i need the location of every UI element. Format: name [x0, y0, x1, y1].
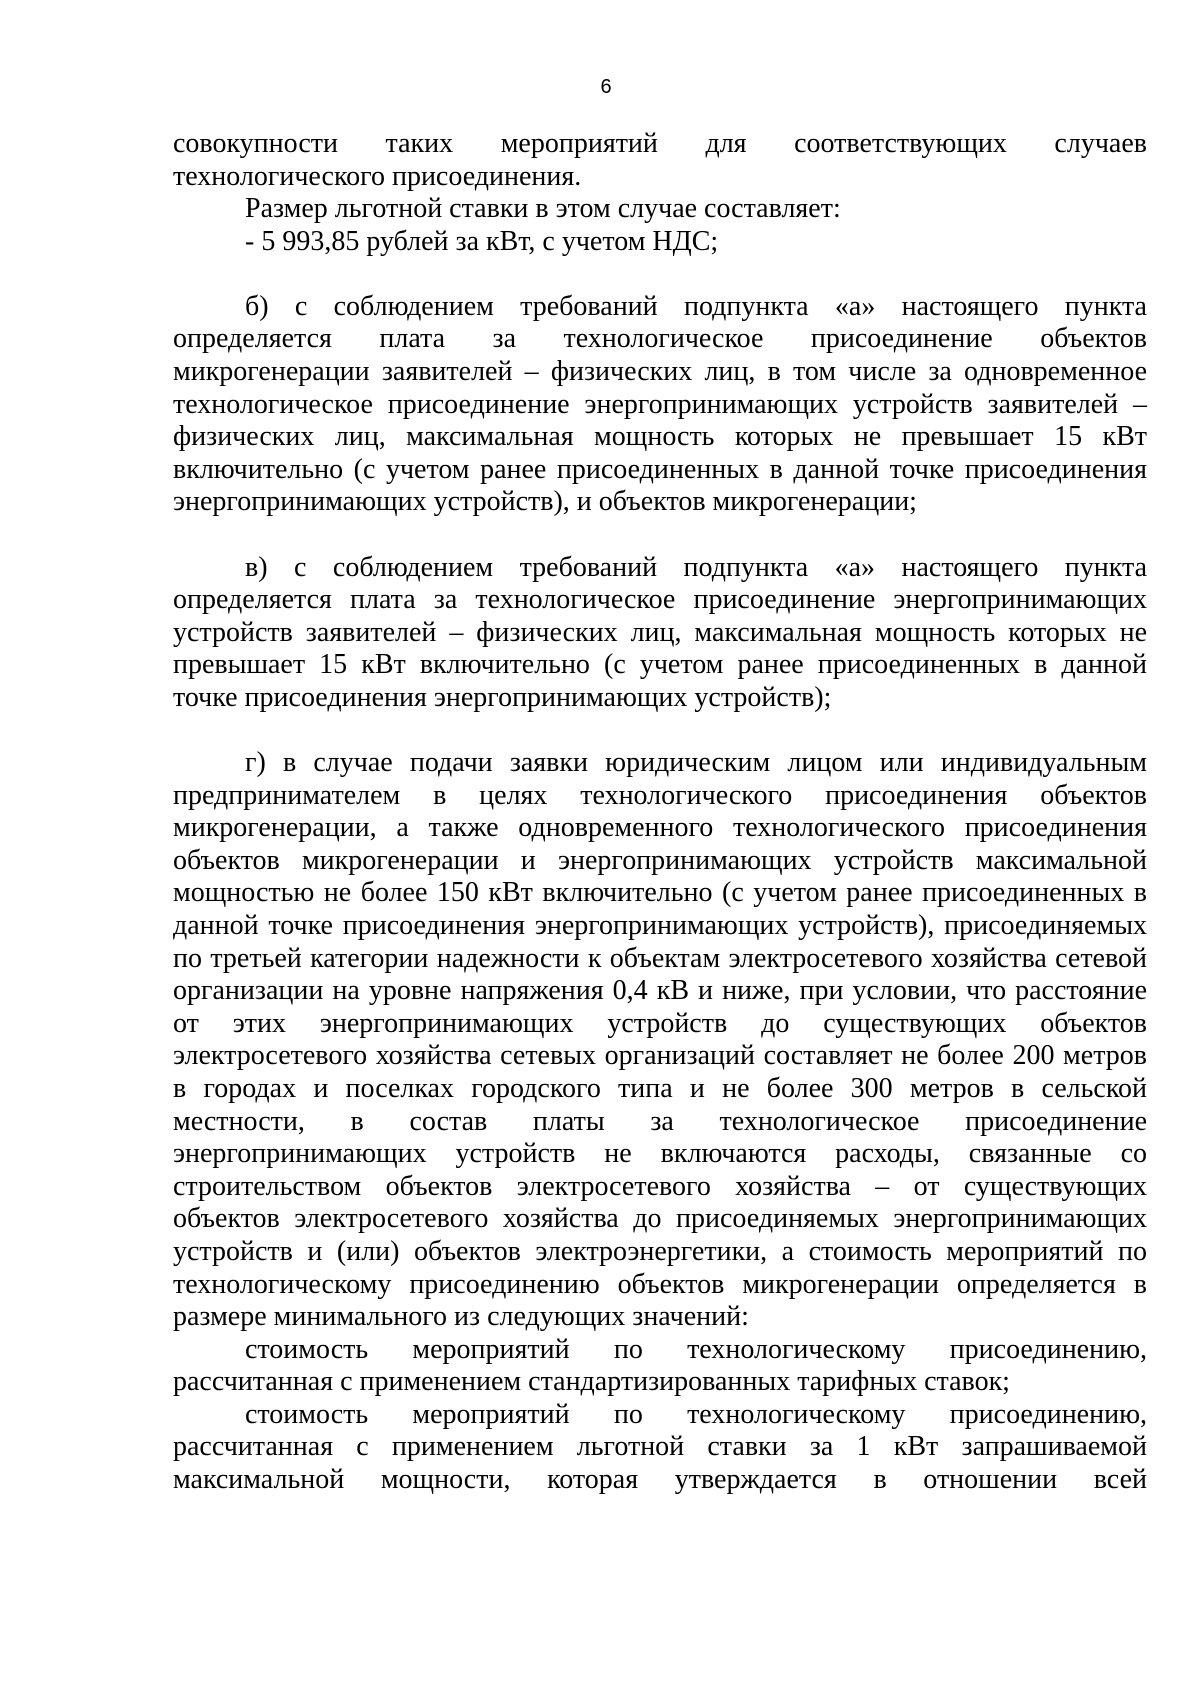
page-number: 6	[600, 76, 612, 98]
paragraph-continuation: совокупности таких мероприятий для соответствующих случаев технологического присоединения.	[173, 128, 1147, 192]
paragraph-rate-value: - 5 993,85 рублей за кВт, с учетом НДС;	[245, 225, 719, 257]
paragraph-option-standard-rates: стоимость мероприятий по технологическому присоединению, рассчитанная с применением стандартизированных тарифных ставок;	[173, 1333, 1147, 1398]
paragraph-item-v: в) с соблюдением требований подпункта «а» настоящего пункта определяется плата за технологическое присоединение энергопринимающих устройств заявителей – физических лиц, максимальная мощность которых не превышает 15 кВт включительно (с учетом ранее присоединенных в данной точке присоединения энергопринимающих устройств);	[173, 551, 1147, 713]
paragraph-item-b: б) с соблюдением требований подпункта «а» настоящего пункта определяется плата за технологическое присоединение объектов микрогенерации заявителей – физических лиц, в том числе за одновременное технологическое присоединение энергопринимающих устройств заявителей – физических лиц, максимальная мощность которых не превышает 15 кВт включительно (с учетом ранее присоединенных в данной точке присоединения энергопринимающих устройств), и объектов микрогенерации;	[173, 290, 1147, 518]
document-body	[173, 128, 1147, 1497]
paragraph-rate-intro: Размер льготной ставки в этом случае составляет:	[245, 193, 841, 225]
paragraph-item-g: г) в случае подачи заявки юридическим лицом или индивидуальным предпринимателем в целях технологического присоединения объектов микрогенерации, а также одновременного технологического присоединения объектов микрогенерации и энергопринимающих устройств максимальной мощностью не более 150 кВт включительно (с учетом ранее присоединенных в данной точке присоединения энергопринимающих устройств), присоединяемых по третьей категории надежности к объектам электросетевого хозяйства сетевой организации на уровне напряжения 0,4 кВ и ниже, при условии, что расстояние от этих энергопринимающих устройств до существующих объектов электросетевого хозяйства сетевых организаций составляет не более 200 метров в городах и поселках городского типа и не более 300 метров в сельской местности, в состав платы за технологическое присоединение энергопринимающих устройств не включаются расходы, связанные со строительством объектов электросетевого хозяйства – от существующих объектов электросетевого хозяйства до присоединяемых энергопринимающих устройств и (или) объектов электроэнергетики, а стоимость мероприятий по технологическому присоединению объектов микрогенерации определяется в размере минимального из следующих значений:	[173, 747, 1147, 1333]
paragraph-option-preferential-rate: стоимость мероприятий по технологическому присоединению, рассчитанная с применением льготной ставки за 1 кВт запрашиваемой максимальной мощности, которая утверждается в отношении всей	[173, 1398, 1147, 1496]
